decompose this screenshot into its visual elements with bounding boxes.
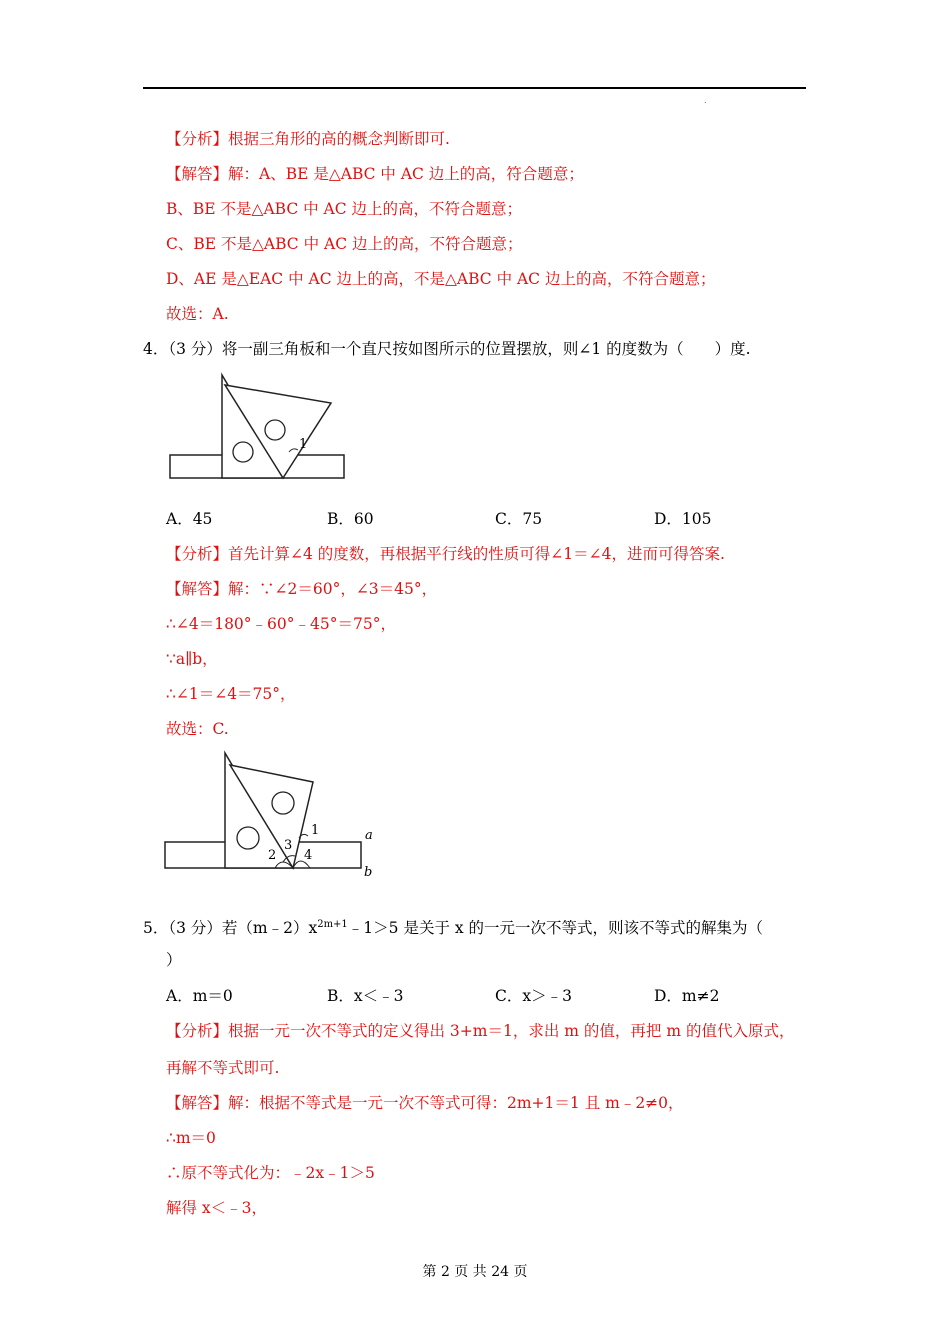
fig2-label-b: b: [364, 865, 373, 880]
q4-analysis: 【分析】首先计算∠4 的度数，再根据平行线的性质可得∠1＝∠4，进而可得答案.: [166, 545, 725, 563]
q5-answer-line-2: ∴m＝0: [166, 1129, 216, 1147]
q5-options: [166, 986, 806, 1006]
q3-choice: 故选：A.: [166, 305, 229, 323]
q3-analysis: 【分析】根据三角形的高的概念判断即可.: [166, 130, 450, 148]
q4-option-c: C．75: [495, 510, 543, 528]
q4-answer-line-1: 【解答】解：∵∠2＝60°，∠3＝45°，: [166, 580, 438, 598]
q3-line-c: C、BE 不是△ABC 中 AC 边上的高，不符合题意；: [166, 235, 523, 253]
q4-option-b: B．60: [327, 510, 374, 528]
fig2-label-2: 2: [268, 848, 277, 863]
q5-analysis-1: 【分析】根据一元一次不等式的定义得出 3+m＝1，求出 m 的值，再把 m 的值代入原式，: [166, 1022, 795, 1040]
page-footer: 第 2 页 共 24 页: [422, 1264, 528, 1280]
q5-option-c: C．x＞﹣3: [495, 987, 572, 1005]
fig2-label-3: 3: [284, 838, 293, 853]
q5-option-a: A．m＝0: [166, 987, 233, 1005]
q4-option-a: A．45: [166, 510, 213, 528]
q5-stem-exponent: 2m+1: [317, 919, 348, 930]
fig2-label-a: a: [365, 828, 373, 843]
q5-option-d: D．m≠2: [654, 987, 720, 1005]
q5-stem-close: ）: [166, 951, 182, 969]
q4-figure-1: [165, 370, 350, 485]
q3-answer-intro: 【解答】解：A、BE 是△ABC 中 AC 边上的高，符合题意；: [166, 165, 584, 183]
q4-options: [166, 509, 806, 529]
q4-answer-line-5: 故选：C.: [166, 720, 229, 738]
q4-figure-2: [160, 750, 380, 880]
q5-stem: [143, 915, 763, 938]
q3-line-b: B、BE 不是△ABC 中 AC 边上的高，不符合题意；: [166, 200, 523, 218]
q5-answer-line-3: ∴原不等式化为：﹣2x﹣1＞5: [166, 1164, 375, 1182]
fig2-label-1: 1: [311, 823, 320, 838]
q3-line-d: D、AE 是△EAC 中 AC 边上的高，不是△ABC 中 AC 边上的高，不符合题意；: [166, 270, 716, 288]
q4-answer-line-3: ∵a∥b，: [166, 650, 218, 668]
fig1-label-1: 1: [299, 437, 308, 452]
q5-analysis-2: 再解不等式即可.: [166, 1059, 280, 1077]
q4-option-d: D．105: [654, 510, 712, 528]
q4-answer-line-4: ∴∠1＝∠4＝75°，: [166, 685, 296, 703]
q4-answer-line-2: ∴∠4＝180°﹣60°﹣45°＝75°，: [166, 615, 396, 633]
q4-stem: 4．（3 分）将一副三角板和一个直尺按如图所示的位置摆放，则∠1 的度数为（ ）度.: [143, 340, 751, 358]
header-dot: .: [704, 96, 707, 105]
fig2-label-4: 4: [304, 848, 313, 863]
header-rule: [143, 87, 806, 89]
q5-option-b: B．x＜﹣3: [327, 987, 404, 1005]
q5-stem-suffix: ﹣1＞5 是关于 x 的一元一次不等式，则该不等式的解集为（: [347, 919, 764, 938]
q5-answer-line-1: 【解答】解：根据不等式是一元一次不等式可得：2m+1＝1 且 m﹣2≠0，: [166, 1094, 684, 1112]
q5-stem-prefix: 5．（3 分）若（m﹣2）x: [143, 919, 318, 938]
q5-answer-line-4: 解得 x＜﹣3，: [166, 1199, 268, 1217]
